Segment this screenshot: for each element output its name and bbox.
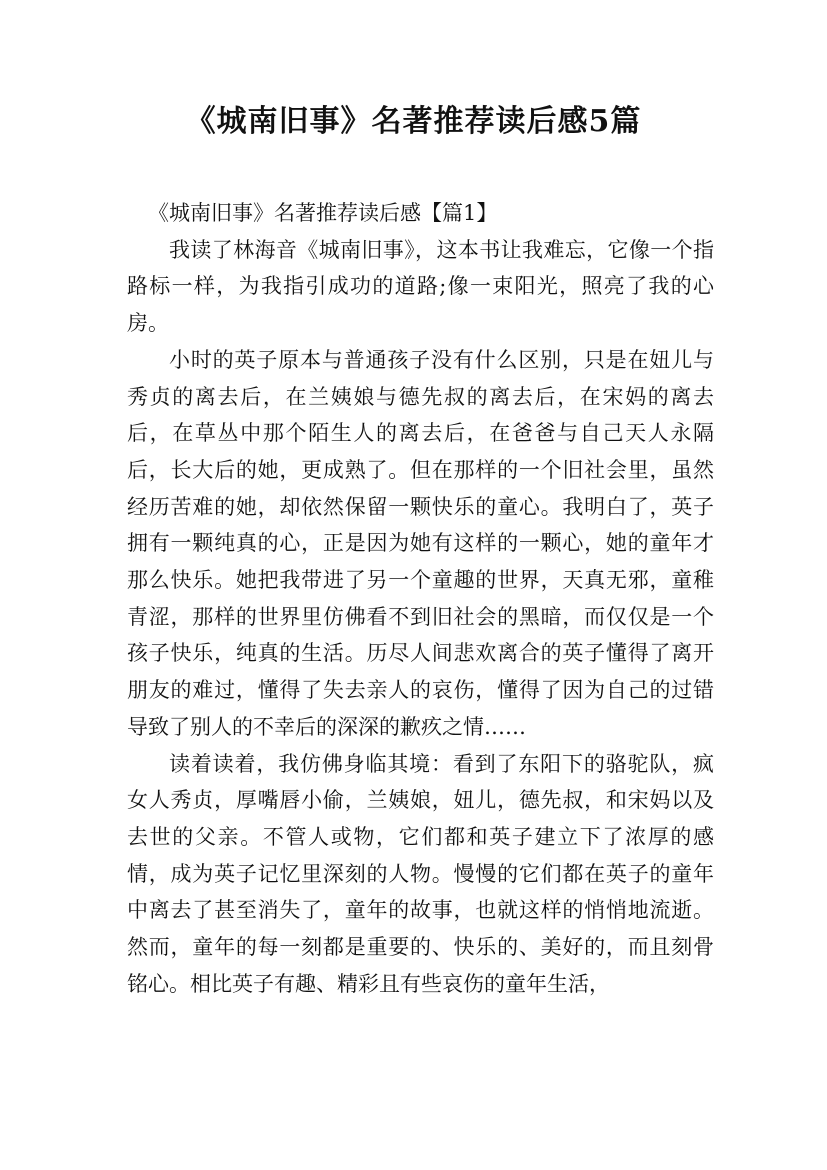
paragraph-1: 我读了林海音《城南旧事》，这本书让我难忘，它像一个指路标一样，为我指引成功的道路;像一束阳光，照亮了我的心房。 [127,237,714,336]
paragraph-3: 读着读着，我仿佛身临其境：看到了东阳下的骆驼队，疯女人秀贞，厚嘴唇小偷，兰姨娘，妞儿，德先叔，和宋妈以及去世的父亲。不管人或物，它们都和英子建立下了浓厚的感情，成为英子记忆里深刻的人物。慢慢的它们都在英子的童年中离去了甚至消失了，童年的故事，也就这样的悄悄地流逝。然而，童年的每一刻都是重要的、快乐的、美好的，而且刻骨铭心。相比英子有趣、精彩且有些哀伤的童年生活， [127,751,714,996]
document-body [127,195,714,1002]
section-heading: 《城南旧事》名著推荐读后感【篇1】 [148,201,498,225]
paragraph-2: 小时的英子原本与普通孩子没有什么区别，只是在妞儿与秀贞的离去后，在兰姨娘与德先叔的离去后，在宋妈的离去后，在草丛中那个陌生人的离去后，在爸爸与自己天人永隔后，长大后的她，更成熟了。但在那样的一个旧社会里，虽然经历苦难的她，却依然保留一颗快乐的童心。我明白了，英子拥有一颗纯真的心，正是因为她有这样的一颗心，她的童年才那么快乐。她把我带进了另一个童趣的世界，天真无邪，童稚青涩，那样的世界里仿佛看不到旧社会的黑暗，而仅仅是一个孩子快乐，纯真的生活。历尽人间悲欢离合的英子懂得了离开朋友的难过，懂得了失去亲人的哀伤，懂得了因为自己的过错导致了别人的不幸后的深深的歉疚之情…… [127,347,714,739]
document-title: 《城南旧事》名著推荐读后感5篇 [185,104,642,139]
